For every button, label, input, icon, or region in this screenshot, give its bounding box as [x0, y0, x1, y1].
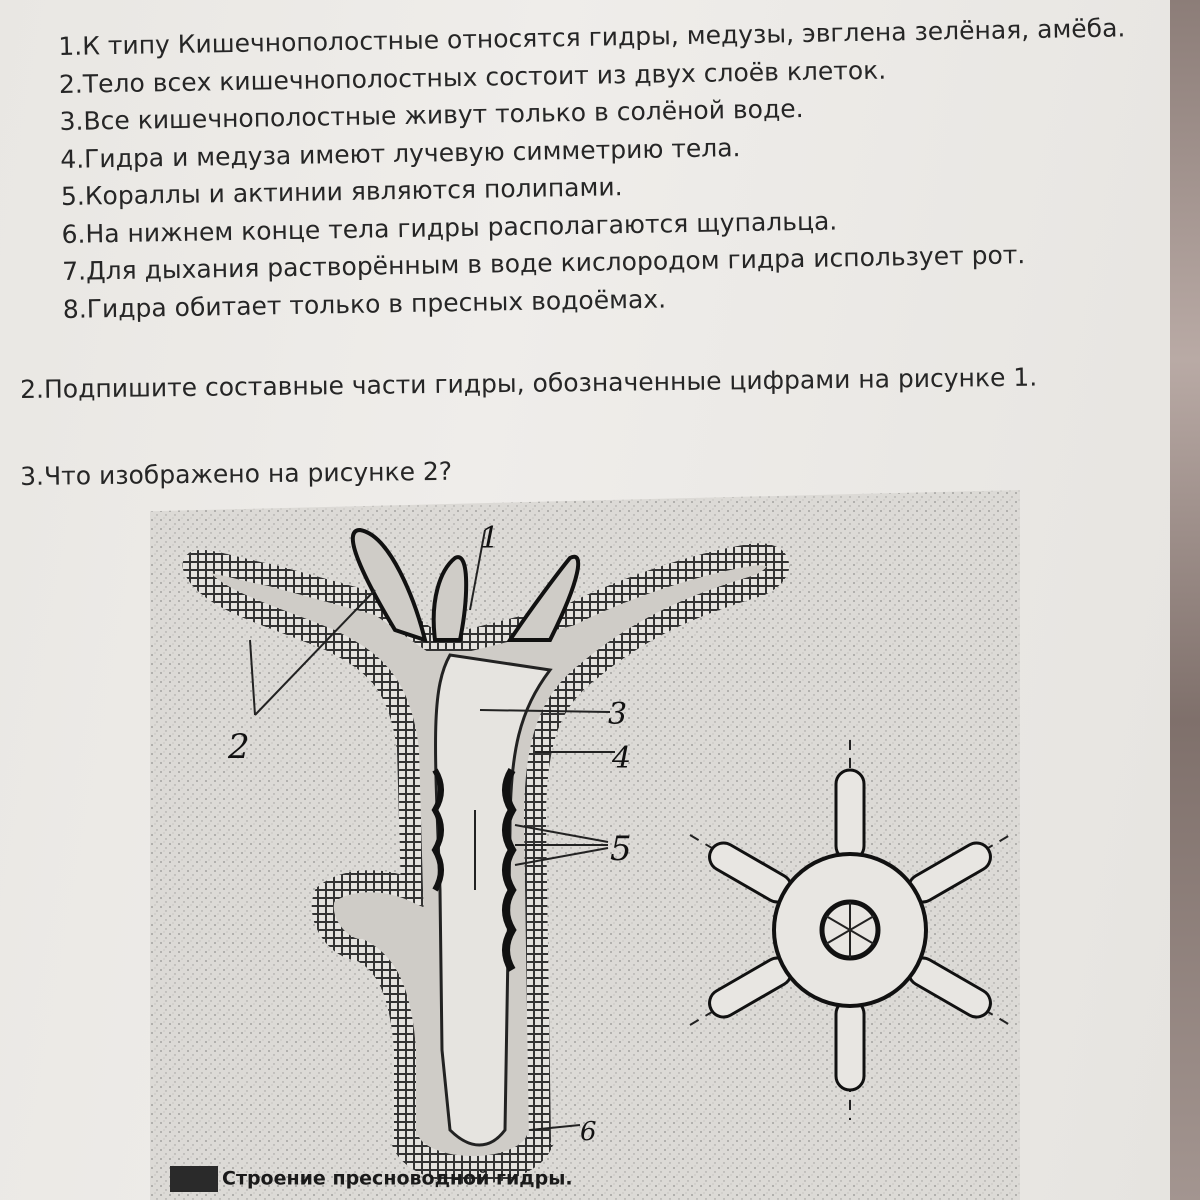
- statement-list: [58, 9, 1130, 328]
- label-6: 6: [580, 1117, 597, 1147]
- hydra-figure: [150, 490, 1020, 1200]
- statement-7: 7.Для дыхания растворённым в воде кислородом гидра использует рот.: [61, 240, 1026, 286]
- figure-caption: [170, 1166, 573, 1192]
- statement-8: 8.Гидра обитает только в пресных водоёмах.: [62, 283, 667, 324]
- statement-3: 3.Все кишечнополостные живут только в солёной воде.: [59, 94, 804, 136]
- statement-2: 2.Тело всех кишечнополостных состоит из двух слоёв клеток.: [58, 55, 887, 99]
- hydra-drawing: [150, 490, 1020, 1200]
- statement-6: 6.На нижнем конце тела гидры располагаются щупальца.: [61, 205, 838, 249]
- statement-5: 5.Кораллы и актинии являются полипами.: [60, 172, 623, 211]
- question-2: 2.Подпишите составные части гидры, обозначенные цифрами на рисунке 1.: [20, 362, 1038, 404]
- label-4: 4: [612, 741, 632, 776]
- label-5: 5: [610, 829, 632, 869]
- caption-marker: [170, 1166, 218, 1192]
- statement-4: 4.Гидра и медуза имеют лучевую симметрию тела.: [60, 132, 741, 174]
- label-3: 3: [608, 697, 628, 732]
- label-1: 1: [480, 521, 500, 556]
- label-2: 2: [228, 727, 250, 767]
- table-edge: [1170, 0, 1200, 1200]
- question-3: 3.Что изображено на рисунке 2?: [20, 456, 453, 491]
- statement-1: 1.К типу Кишечнополостные относятся гидры, медузы, эвглена зелёная, амёба.: [58, 13, 1126, 61]
- caption-text: Строение пресноводной гидры.: [222, 1167, 573, 1190]
